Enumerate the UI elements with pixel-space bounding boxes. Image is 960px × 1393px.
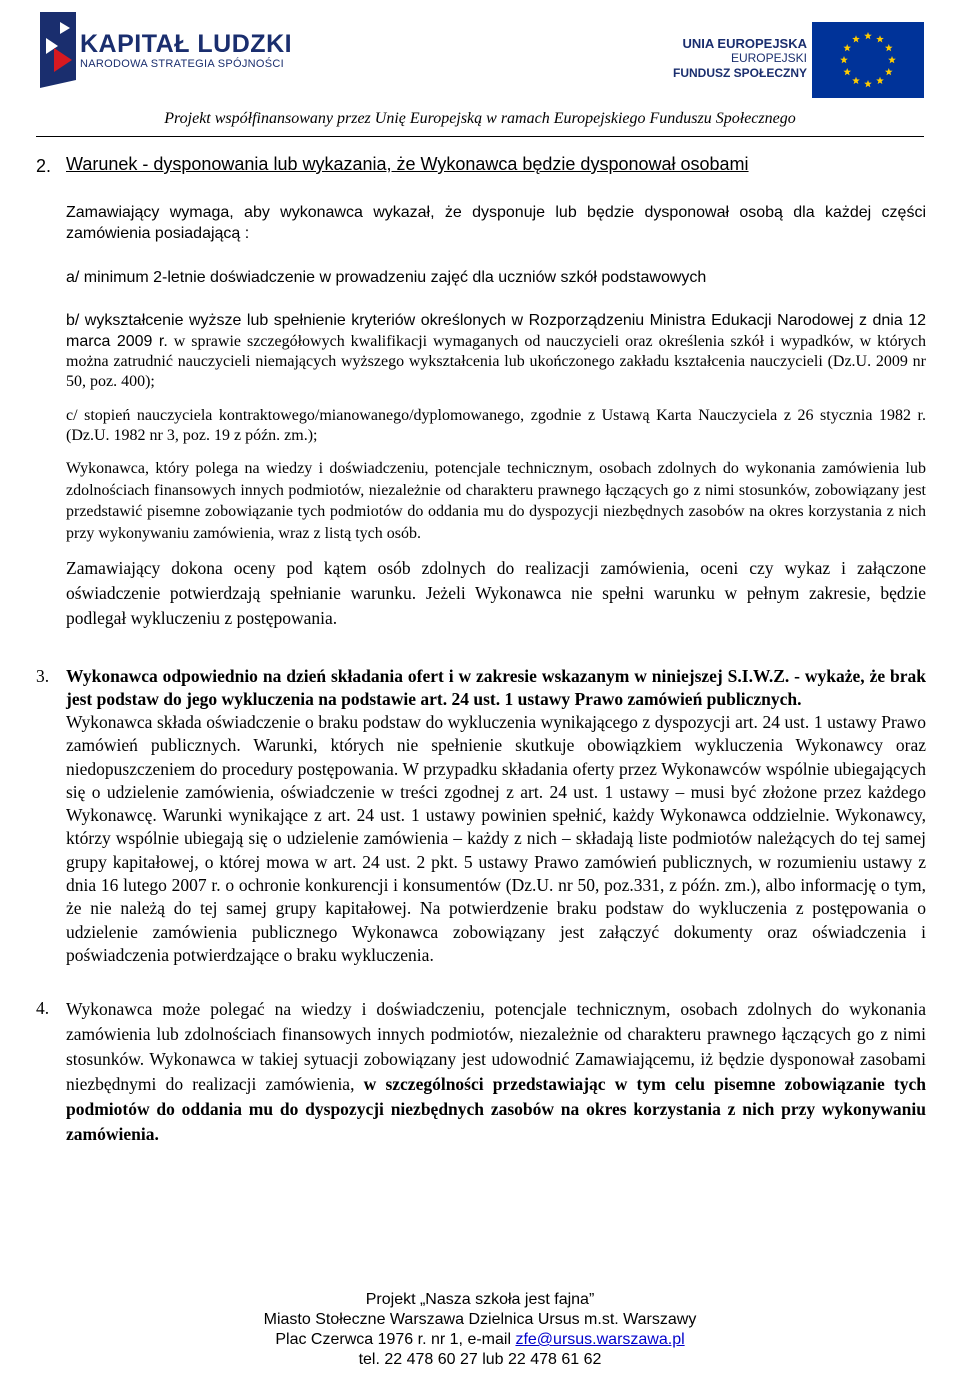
section-4-body-plain: Wykonawca może polegać na wiedzy i doświadczeniu, potencjale technicznym, osobach zdolnych do wykonania zamówienia lub zdolnościach finansowych innych podmiotów, niezależnie od charakteru prawnego łączących go z nimi stosunków. Wykonawca w takiej sytuacji zobowiązany jest udowodnić Zamawiającemu, iż będzie dysponował zasobami niezbędnymi do realizacji zamówienia, — [66, 999, 926, 1095]
eu-flag-icon — [812, 22, 924, 98]
eu-line-2: EUROPEJSKI — [730, 51, 807, 65]
kapital-ludzki-title: KAPITAŁ LUDZKI — [80, 30, 293, 58]
section-2-item-b — [66, 310, 926, 392]
eu-wordmark — [642, 36, 807, 81]
section-2-item-c: c/ stopień nauczyciela kontraktowego/mianowanego/dyplomowanego, zgodnie z Ustawą Karta Nauczyciela z 26 stycznia 1982 r. (Dz.U. 1982 nr 3, poz. 19 z późn. zm.); — [66, 407, 926, 444]
cofinancing-subtitle: Projekt współfinansowany przez Unię Europejską w ramach Europejskiego Funduszu Społecznego — [164, 110, 796, 127]
section-4-body-bold: w szczególności przedstawiając w tym celu pisemne zobowiązanie tych podmiotów do oddania mu do dyspozycji niezbędnych zasobów na okres korzystania z nich przy wykonywaniu zamówienia. — [66, 1074, 926, 1145]
header-divider — [36, 136, 924, 137]
footer-address — [0, 1330, 960, 1350]
kapital-ludzki-wordmark — [80, 30, 292, 70]
footer-phone: tel. 22 478 60 27 lub 22 478 61 62 — [358, 1351, 602, 1368]
section-3 — [36, 665, 926, 967]
document-body — [36, 150, 926, 1147]
section-2-title: Warunek - dysponowania lub wykazania, że Wykonawca będzie dysponował osobami — [66, 154, 749, 174]
section-4-body — [66, 997, 926, 1147]
eu-line-1: UNIA EUROPEJSKA — [682, 36, 807, 51]
section-2-intro: Zamawiający wymaga, aby wykonawca wykazał, że dysponuje lub będzie dysponował osobą dla każdej części zamówienia posiadającą : — [66, 204, 926, 242]
section-2-paragraph-1: Wykonawca, który polega na wiedzy i doświadczeniu, potencjale technicznym, osobach zdolnych do wykonania zamówienia lub zdolnościach finansowych innych podmiotów, niezależnie od charakteru prawnego łączących go z nimi stosunków, zobowiązany jest przedstawić pisemne zobowiązanie tych podmiotów do oddania mu do dyspozycji niezbędnych zasobów na okres korzystania z nich przy wykonywaniu zamówienia, wraz z listą tych osób. — [66, 460, 926, 542]
section-2 — [36, 152, 926, 631]
footer-email-link[interactable]: zfe@ursus.warszawa.pl — [515, 1331, 685, 1348]
section-2-item-b-serif: w sprawie szczegółowych kwalifikacji wymaganych od nauczycieli oraz określenia szkół i wypadków, w których można zatrudnić nauczycieli niemających wyższego wykształcenia lub ukończonego zakładu kształcenia nauczycieli (Dz.U. 2009 nr 50, poz. 400); — [66, 333, 926, 390]
section-4-number: 4. — [36, 998, 50, 1019]
section-2-item-b-sans: b/ wykształcenie wyższe lub spełnienie kryteriów określonych w Rozporządzeniu Ministra Edukacji Narodowej z dnia 12 marca 2009 r. — [66, 312, 926, 350]
footer-project: Projekt „Nasza szkoła jest fajna” — [365, 1291, 595, 1308]
section-3-title: Wykonawca odpowiednio na dzień składania ofert i w zakresie wskazanym w niniejszej S.I.W.Z. - wykaże, że brak jest podstaw do jego wykluczenia na podstawie art. 24 ust. 1 ustawy Prawo zamówień publicznych. — [66, 666, 926, 709]
header — [0, 0, 960, 140]
section-2-paragraph-2: Zamawiający dokona oceny pod kątem osób zdolnych do realizacji zamówienia, oceni czy wykaz i załączone oświadczenie potwierdzają spełnianie warunku. Jeżeli Wykonawca nie spełni warunku w pełnym zakresie, będzie podlegał wykluczeniu z postępowania. — [66, 558, 926, 628]
section-3-body: Wykonawca składa oświadczenie o braku podstaw do wykluczenia wynikającego z dyspozycji art. 24 ust. 1 ustawy Prawo zamówień publicznych. Warunki, których nie spełnienie skutkuje obowiązkiem wykluczenia Wykonawcy oraz niedopuszczeniem do procedury postępowania. W przypadku składania oferty przez Wykonawców wspólnie ubiegających się o udzielenie zamówienia, oświadczenie w treści zgodnej z art. 24 ust. 1 ustawy – musi być złożone przez każdego Wykonawcę. Warunki wynikające z art. 24 ust. 1 ustawy powinien spełnić, każdy Wykonawca oddzielnie. Wykonawcy, którzy wspólnie ubiegają się o udzielenie zamówienia – każdy z nich – składają liste podmiotów należących do tej samej grupy kapitałowej, o której mowa w art. 24 ust. 2 pkt. 5 ustawy Prawo zamówień publicznych, w rozumieniu ustawy z dnia 16 lutego 2007 r. o ochronie konkurencji i konsumentów (Dz.U. nr 50, poz.331, z późn. zm.), albo informację o tym, że nie należą do tej samej grupy kapitałowej. Na potwierdzenie braku podstaw do wykluczenia z postępowania o udzielenie zamówienia publicznego Wykonawca zobowiązany jest załączyć dokumenty oraz oświadczenia i poświadczenia potwierdzające o braku wykluczenia. — [66, 712, 926, 965]
kapital-ludzki-subtitle: NARODOWA STRATEGIA SPÓJNOŚCI — [80, 58, 284, 70]
footer-institution: Miasto Stołeczne Warszawa Dzielnica Ursus m.st. Warszawy — [263, 1311, 697, 1328]
section-3-number: 3. — [36, 666, 50, 686]
footer — [0, 1290, 960, 1370]
section-4 — [36, 997, 926, 1147]
eu-line-3: FUNDUSZ SPOŁECZNY — [672, 66, 807, 80]
footer-address-text: Plac Czerwca 1976 r. nr 1, e-mail — [275, 1331, 516, 1348]
section-2-number: 2. — [36, 156, 52, 176]
section-2-item-a: a/ minimum 2-letnie doświadczenie w prowadzeniu zajęć dla uczniów szkół podstawowych — [66, 269, 707, 286]
